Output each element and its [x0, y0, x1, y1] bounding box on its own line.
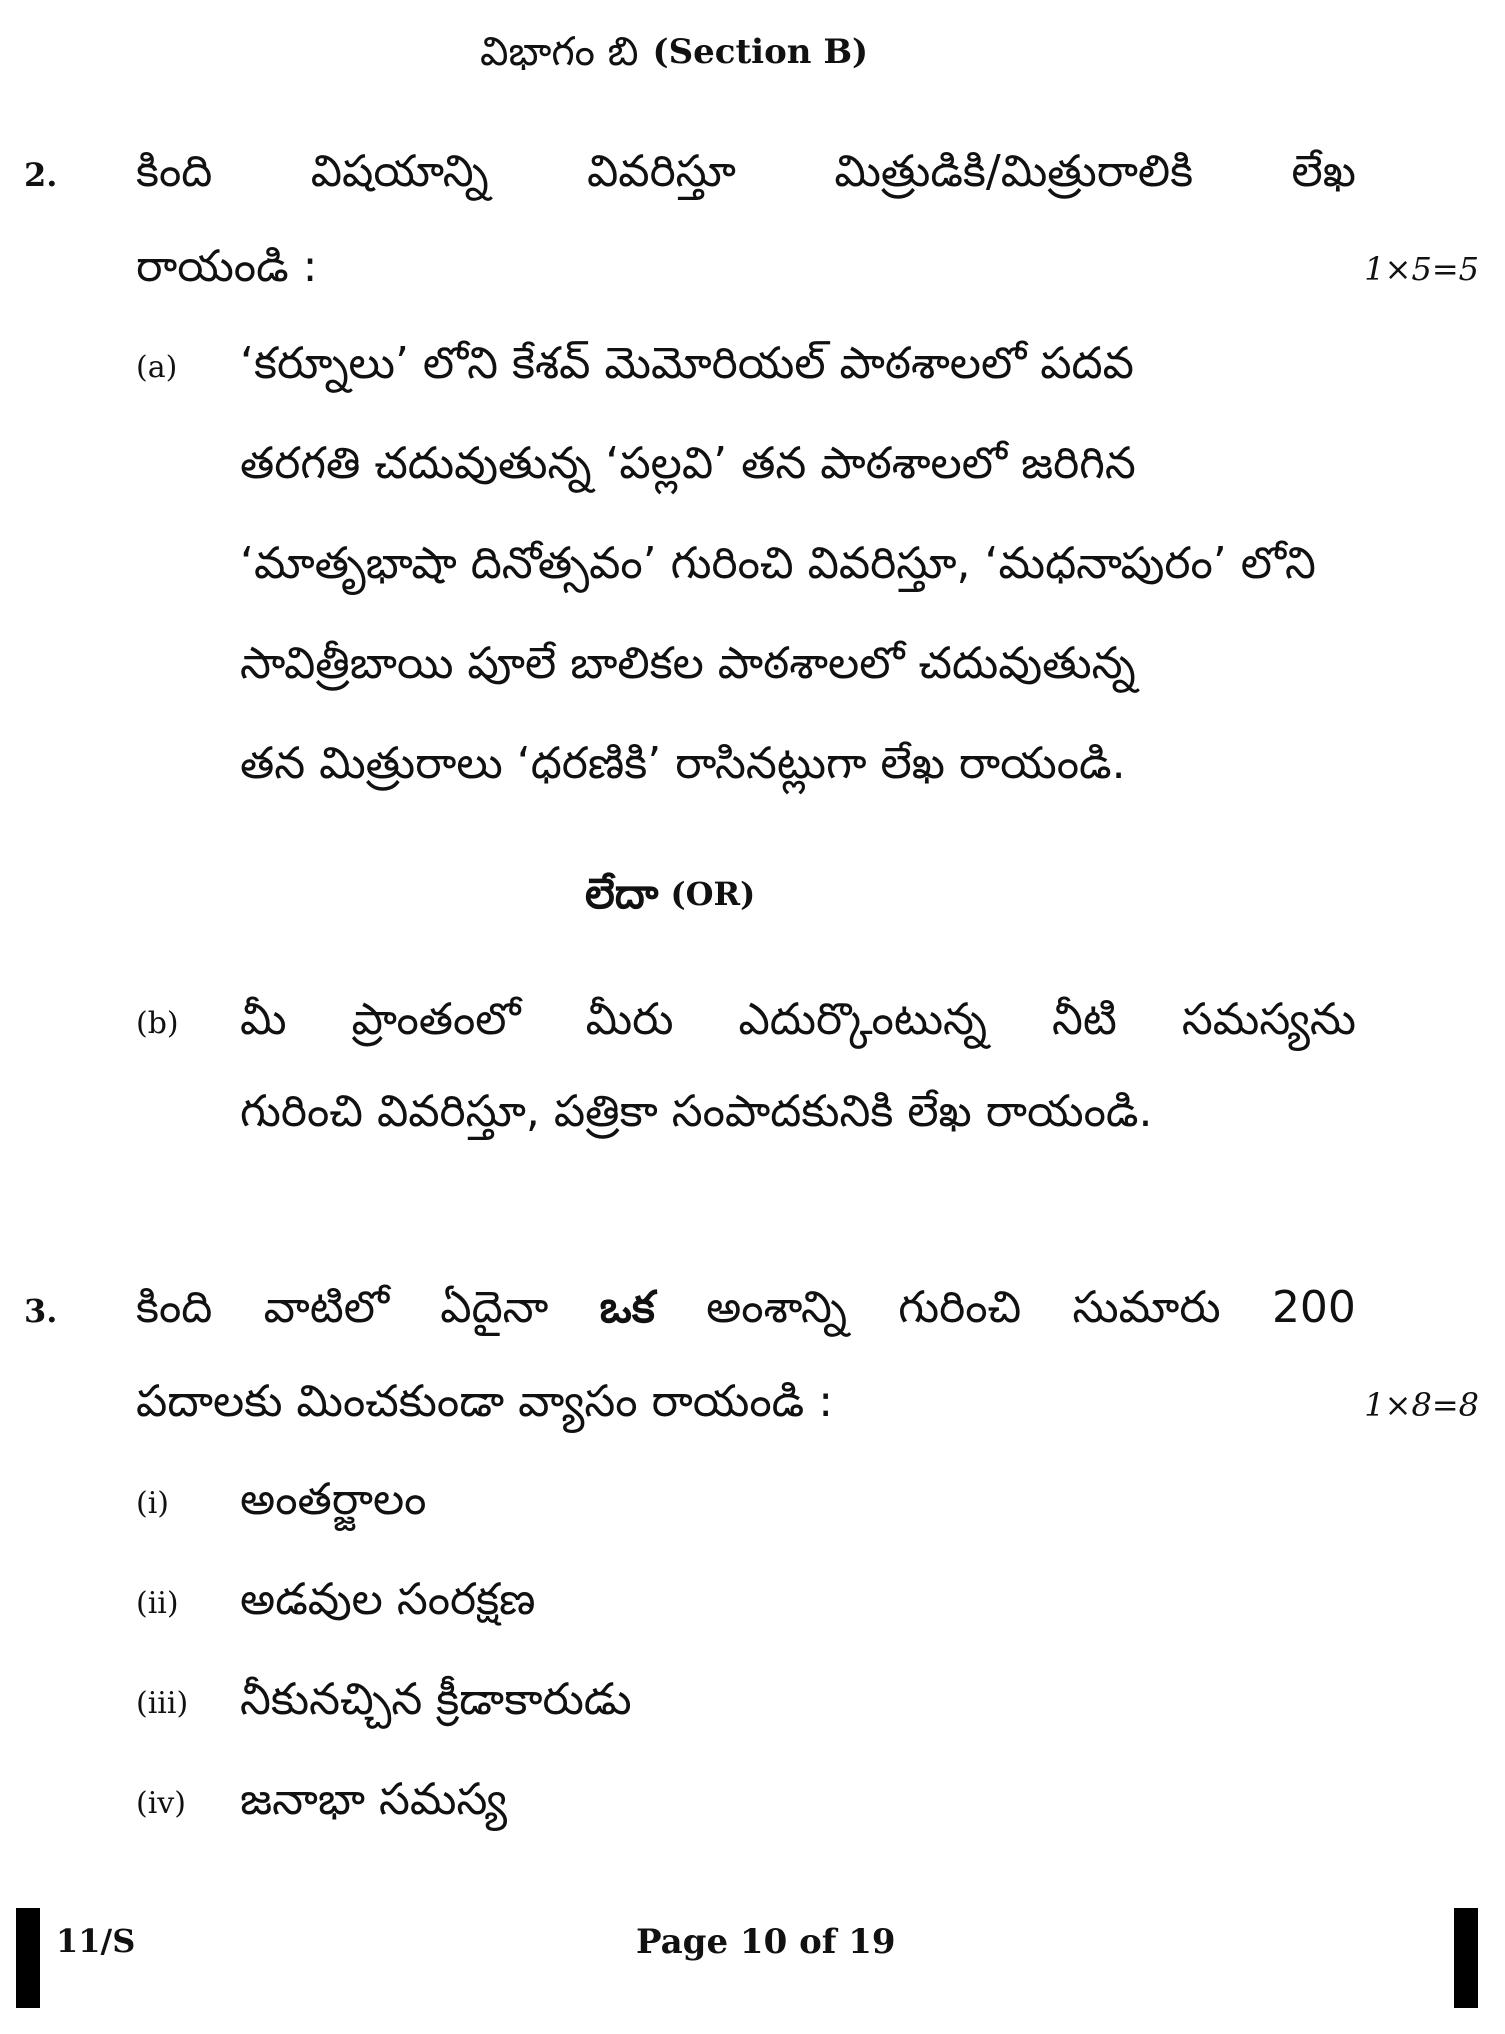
question-3-number: 3. — [24, 1292, 58, 1330]
question-2-word: కింది — [136, 146, 213, 197]
question-2-number: 2. — [24, 156, 58, 194]
question-2-line-1 — [136, 146, 1356, 197]
section-heading-telugu: విభాగం బి — [480, 29, 639, 75]
option-b-word: సమస్యను — [1181, 994, 1356, 1045]
footer-right-bar — [1454, 1908, 1478, 2008]
option-a-line-4: సావిత్రీబాయి పూలే బాలికల పాఠశాలలో చదువుతున్న — [240, 638, 1136, 689]
option-iv-label: (iv) — [136, 1786, 186, 1821]
option-b-line-1 — [240, 994, 1356, 1045]
question-3-line-1 — [136, 1282, 1356, 1333]
option-a-line-1: ‘కర్నూలు’ లోని కేశవ్ మెమోరియల్ పాఠశాలలో పదవ — [240, 338, 1134, 389]
question-3-word: అంశాన్ని — [706, 1282, 847, 1333]
option-b-label: (b) — [136, 1006, 179, 1041]
footer-page-number: Page 10 of 19 — [636, 1922, 896, 1962]
question-2-word: లేఖ — [1291, 146, 1356, 197]
option-a-line-5: తన మిత్రురాలు ‘ధరణికి’ రాసినట్లుగా లేఖ రాయండి. — [240, 738, 1126, 789]
option-b-word: ఎదుర్కొంటున్న — [738, 994, 988, 1045]
question-3-word: ఒక — [599, 1282, 655, 1333]
question-2-marks: 1×5=5 — [1364, 250, 1479, 288]
question-3-word: 200 — [1271, 1282, 1356, 1333]
option-a-label: (a) — [136, 350, 178, 385]
question-3-word: గురించి — [898, 1282, 1022, 1333]
option-a-line-2: తరగతి చదువుతున్న ‘పల్లవి’ తన పాఠశాలలో జరిగిన — [240, 438, 1136, 489]
question-2-word: మిత్రుడికి/మిత్రురాలికి — [834, 146, 1194, 197]
option-i-label: (i) — [136, 1486, 170, 1521]
option-b-word: మీరు — [585, 994, 674, 1045]
option-iii-text: నీకునచ్చిన క్రీడాకారుడు — [240, 1674, 632, 1725]
option-b-word: మీ — [240, 994, 287, 1045]
question-3-word: ఏదైనా — [440, 1282, 549, 1333]
option-iii-label: (iii) — [136, 1686, 189, 1721]
question-2-word: వివరిస్తూ — [587, 146, 736, 197]
footer-code: 11/S — [56, 1922, 136, 1960]
question-3-word: వాటిలో — [263, 1282, 389, 1333]
option-b-line-2: గురించి వివరిస్తూ, పత్రికా సంపాదకునికి లేఖ రాయండి. — [240, 1086, 1153, 1137]
option-b-word: నీటి — [1052, 994, 1117, 1045]
option-iv-text: జనాభా సమస్య — [240, 1774, 508, 1825]
section-heading-english: (Section B) — [652, 32, 869, 72]
footer-left-bar — [16, 1908, 40, 2008]
question-2-word: విషయాన్ని — [310, 146, 489, 197]
option-a-line-3: ‘మాతృభాషా దినోత్సవం’ గురించి వివరిస్తూ, ‘మధనాపురం’ లోని — [240, 538, 1316, 589]
option-ii-label: (ii) — [136, 1586, 179, 1621]
option-b-word: ప్రాంతంలో — [351, 994, 521, 1045]
option-ii-text: అడవుల సంరక్షణ — [240, 1574, 536, 1625]
question-3-marks: 1×8=8 — [1364, 1386, 1479, 1424]
question-3-line-2: పదాలకు మించకుండా వ్యాసం రాయండి : — [136, 1376, 834, 1427]
or-separator-english: (OR) — [670, 875, 756, 913]
question-2-line-2: రాయండి : — [136, 241, 318, 292]
question-3-word: కింది — [136, 1282, 213, 1333]
or-separator-telugu: లేదా — [585, 869, 659, 918]
section-heading — [480, 22, 868, 82]
question-3-word: సుమారు — [1072, 1282, 1221, 1333]
option-i-text: అంతర్జాలం — [240, 1474, 427, 1525]
or-separator — [585, 868, 755, 920]
